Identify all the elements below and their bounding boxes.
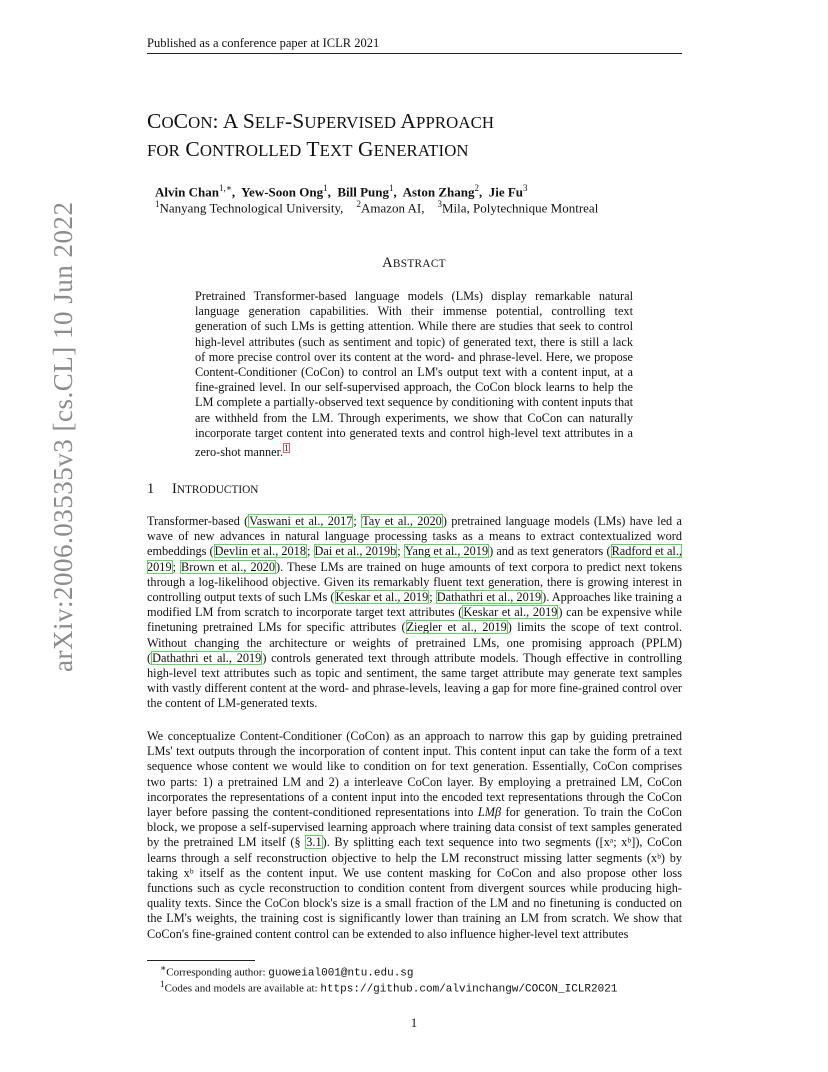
paper-title (147, 108, 494, 164)
affiliation-name: Amazon AI, (360, 200, 425, 216)
footnote-mark: 1 (160, 979, 165, 989)
text-run: ; (429, 590, 436, 605)
author-name: Jie Fu (488, 184, 524, 200)
footnote-label: Corresponding author: (166, 966, 269, 979)
citation-link[interactable]: Devlin et al., 2018 (214, 544, 306, 559)
running-header: Published as a conference paper at ICLR 2021 (147, 36, 380, 50)
author-mark: 3 (523, 183, 528, 193)
citation-link[interactable]: Keskar et al., 2019 (463, 605, 558, 620)
citation-link[interactable]: Dathathri et al., 2019 (152, 650, 262, 665)
text-run: ). Approaches like training a modified LM from scratch to incorporate target text attributes ( (147, 590, 682, 620)
abstract-text: Pretrained Transformer-based language models (LMs) display remarkable natural language generation capabilities. With their immense potential, controlling text generation of such LMs is getting attention. While there are studies that seek to control high-level attributes (such as sentiment and topic) of generated text, there is still a lack of more precise control over its content at the word- and phrase-level. Here, we propose Content-Conditioner (CoCon) to control an LM's output text with a content input, at a fine-grained level. In our self-supervised approach, the CoCon block learns to help the LM complete a partially-observed text sequence by conditioning with content inputs that are withheld from the LM. Through experiments, we show that CoCon can naturally incorporate target content into generated texts and control high-level text attributes in a zero-shot manner. (195, 289, 633, 460)
section-heading: 1 INTRODUCTION (147, 481, 259, 497)
text-run: ) controls generated text through attribute models. Though effective in controlling high-level text attributes such as topic and sentiment, the same target attribute may generate text samples with vastly different content at the word- and phrase-levels, leaving a gap for more fine-grained control over the content of LM-generated texts. (147, 650, 682, 711)
page-number: 1 (410, 1016, 418, 1030)
citation-link[interactable]: Yang et al., 2019 (404, 544, 489, 559)
affiliation-mark: 1 (155, 199, 160, 209)
footnote-rule (147, 960, 255, 961)
affiliation-name: Mila, Polytechnique Montreal (441, 200, 599, 216)
header-rule (147, 53, 682, 54)
email-text: guoweial001@ntu.edu.sg (268, 967, 414, 980)
citation-link[interactable]: Tay et al., 2020 (362, 514, 442, 528)
citation-link[interactable]: Brown et al., 2020 (181, 559, 276, 574)
text-run: ) and as text generators ( (489, 544, 611, 559)
text-run: ) limits the scope of text control. Without changing the architecture or weights of pretrained LMs, one promising approach (PPLM) ( (147, 620, 683, 665)
intro-paragraph-2 (147, 729, 682, 942)
affiliation-mark: 3 (437, 199, 442, 209)
section-link[interactable]: 3.1 (306, 835, 322, 850)
citation-link[interactable]: Ziegler et al., 2019 (406, 620, 507, 635)
text-run: ; (397, 544, 404, 559)
footnote-mark: ∗ (160, 963, 167, 973)
title-line-1: COCON: A SELF-SUPERVISED APPROACH (147, 109, 495, 133)
author-mark: 1,∗ (218, 183, 232, 193)
text-run: ) can be expensive while finetuning pretrained LMs for specific attributes ( (147, 605, 682, 635)
citation-link[interactable]: Vaswani et al., 2017 (249, 514, 353, 528)
author-mark: 1 (323, 183, 328, 193)
footnote-label: Codes and models are available at: (164, 982, 321, 995)
intro-paragraph-1 (147, 514, 682, 712)
text-run: ; (353, 514, 362, 528)
citation-link[interactable]: Dai et al., 2019b (314, 544, 397, 559)
author-mark: 1 (389, 183, 394, 193)
text-run: Transformer-based ( (147, 514, 249, 528)
author-list: Alvin Chan$^{1,∗}$, Yew-Soon Ong$^1$, Bill Pung$^1$, Aston Zhang$^2$, Jie Fu$^3$ (155, 183, 528, 200)
author-name: Bill Pung (337, 184, 390, 200)
citation-link[interactable]: Dathathri et al., 2019 (436, 590, 542, 605)
abstract-heading: ABSTRACT (382, 255, 446, 271)
section-number: 1 (147, 481, 155, 497)
text-run: ; (172, 559, 181, 574)
author-mark: 2 (474, 183, 479, 193)
citation-link[interactable]: Radford et al., 2019 (147, 544, 682, 574)
title-line-2: FOR CONTROLLED TEXT GENERATION (147, 137, 469, 161)
code-url-link[interactable]: https://github.com/alvinchangw/COCON_ICLR2021 (320, 983, 618, 996)
author-name: Yew-Soon Ong (241, 184, 324, 200)
text-run: ; (306, 544, 314, 559)
footnote-link[interactable]: 1 (284, 443, 289, 454)
citation-link[interactable]: Keskar et al., 2019 (335, 590, 429, 605)
arxiv-identifier: arXiv:2006.03535v3 [cs.CL] 10 Jun 2022 (48, 201, 78, 672)
text-run: ). These LMs are trained on huge amounts of text corpora to predict next tokens through a log-likelihood objective. Given its remarkably fluent text generation, there is growing interest in controlling output texts of such LMs ( (147, 559, 682, 605)
text-run: We conceptualize Content-Conditioner (CoCon) as an approach to narrow this gap by guiding pretrained LMs' text outputs through the incorporation of content input. This content input can take the form of a text sequence whose content we would like to condition on for text generation. Essentially, CoCon comprises two parts: 1) a pretrained LM and 2) a interleave CoCon layer. By employing a pretrained LM, CoCon incorporates the representations of a content input into the encoded text representations through the CoCon layer before passing the content-conditioned representations into (147, 729, 682, 820)
abstract-body (195, 289, 633, 460)
footnote-corresponding (160, 963, 414, 980)
text-run: ). By splitting each text sequence into two segments ([xᵃ; xᵇ]), CoCon learns through a self reconstruction objective to help the LM reconstruct missing latter segments (xᵇ) by taking xᵇ itself as the content input. We use content masking for CoCon and also propose other loss functions such as cycle reconstruction to condition content from divergent sources while producing high-quality texts. Since the CoCon block's size is a small fraction of the LM and no finetuning is conducted on the LM's weights, the training cost is significantly lower than training an LM from scratch. We show that CoCon's fine-grained content control can be extended to also influence higher-level text attributes (147, 835, 682, 941)
affiliation-list (155, 199, 598, 216)
affiliation-mark: 2 (356, 199, 361, 209)
author-name: Aston Zhang (402, 184, 475, 200)
math-symbol: LMβ (477, 805, 502, 820)
text-run: for generation. To train the CoCon block, we propose a self-supervised learning approach where training data consist of text samples generated by the pretrained LM itself (§ (147, 805, 682, 850)
footnote-code (160, 979, 617, 996)
text-run: ) pretrained language models (LMs) have led a wave of new advances in natural language processing tasks as a means to extract contextualized word embeddings ( (147, 514, 682, 559)
author-name: Alvin Chan (155, 184, 219, 200)
affiliation-name: Nanyang Technological University, (159, 200, 344, 216)
